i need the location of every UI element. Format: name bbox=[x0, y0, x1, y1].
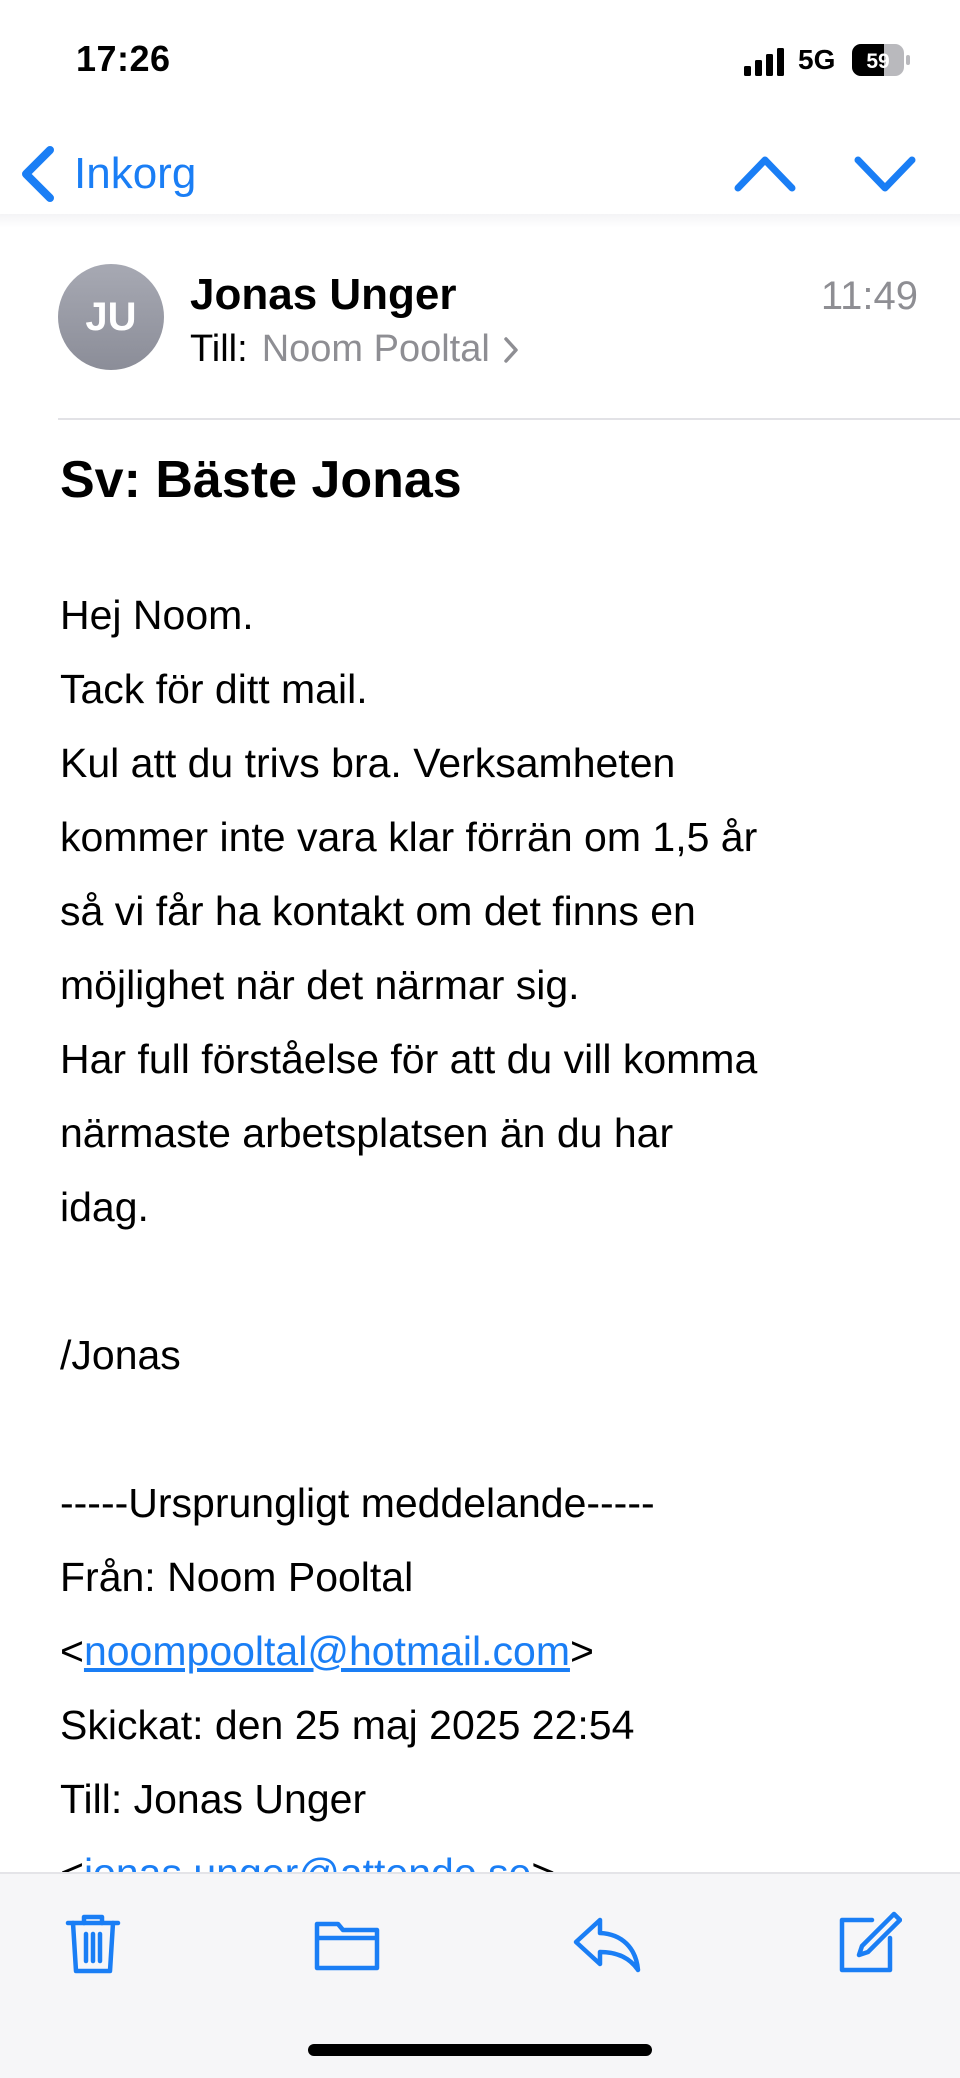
message-subject: Sv: Bäste Jonas bbox=[60, 451, 462, 509]
body-line: Kul att du trivs bra. Verksamheten bbox=[60, 740, 676, 786]
original-sent: Skickat: den 25 maj 2025 22:54 bbox=[60, 1702, 635, 1748]
back-label: Inkorg bbox=[74, 149, 197, 198]
header-divider bbox=[58, 418, 960, 420]
message-body bbox=[60, 578, 920, 1910]
home-indicator bbox=[308, 2044, 652, 2056]
folder-icon[interactable] bbox=[312, 1908, 382, 1978]
status-bar bbox=[0, 0, 960, 120]
battery-icon bbox=[852, 44, 910, 76]
chevron-right-icon bbox=[502, 335, 520, 365]
message-header bbox=[58, 262, 918, 380]
navbar-shadow bbox=[0, 214, 960, 228]
battery-level: 59 bbox=[866, 50, 890, 73]
network-type: 5G bbox=[798, 44, 836, 75]
original-to: Till: Jonas Unger bbox=[60, 1776, 367, 1822]
body-line: idag. bbox=[60, 1184, 149, 1230]
compose-icon[interactable] bbox=[832, 1908, 902, 1978]
to-label: Till: bbox=[190, 328, 248, 370]
status-time: 17:26 bbox=[76, 38, 171, 79]
body-line: Tack för ditt mail. bbox=[60, 666, 368, 712]
body-line: kommer inte vara klar förrän om 1,5 år bbox=[60, 814, 758, 860]
body-line: Hej Noom. bbox=[60, 592, 254, 638]
message-time: 11:49 bbox=[820, 274, 918, 318]
from-email-link[interactable]: noompooltal@hotmail.com bbox=[83, 1628, 570, 1674]
recipient-line[interactable] bbox=[190, 328, 520, 371]
original-message-header: -----Ursprungligt meddelande----- bbox=[60, 1480, 655, 1526]
next-message-button[interactable] bbox=[850, 142, 920, 206]
blank-line bbox=[60, 1244, 920, 1318]
body-line: så vi får ha kontakt om det finns en bbox=[60, 888, 696, 934]
reply-icon[interactable] bbox=[572, 1908, 642, 1978]
body-line: möjlighet när det närmar sig. bbox=[60, 962, 580, 1008]
original-from-email-line: <noompooltal@hotmail.com> bbox=[60, 1628, 594, 1674]
signature: /Jonas bbox=[60, 1332, 181, 1378]
navigation-bar bbox=[0, 120, 960, 224]
back-button[interactable] bbox=[18, 142, 196, 206]
chevron-left-icon bbox=[18, 144, 58, 204]
trash-icon[interactable] bbox=[58, 1908, 128, 1978]
body-line: Har full förståelse för att du vill komma bbox=[60, 1036, 758, 1082]
original-from: Från: Noom Pooltal bbox=[60, 1554, 414, 1600]
blank-line bbox=[60, 1392, 920, 1466]
sender-name[interactable]: Jonas Unger bbox=[190, 270, 457, 319]
cellular-signal-icon bbox=[744, 48, 786, 76]
sender-avatar[interactable]: JU bbox=[58, 264, 164, 370]
previous-message-button[interactable] bbox=[730, 142, 800, 206]
recipient-name[interactable]: Noom Pooltal bbox=[261, 328, 490, 370]
body-line: närmaste arbetsplatsen än du har bbox=[60, 1110, 674, 1156]
